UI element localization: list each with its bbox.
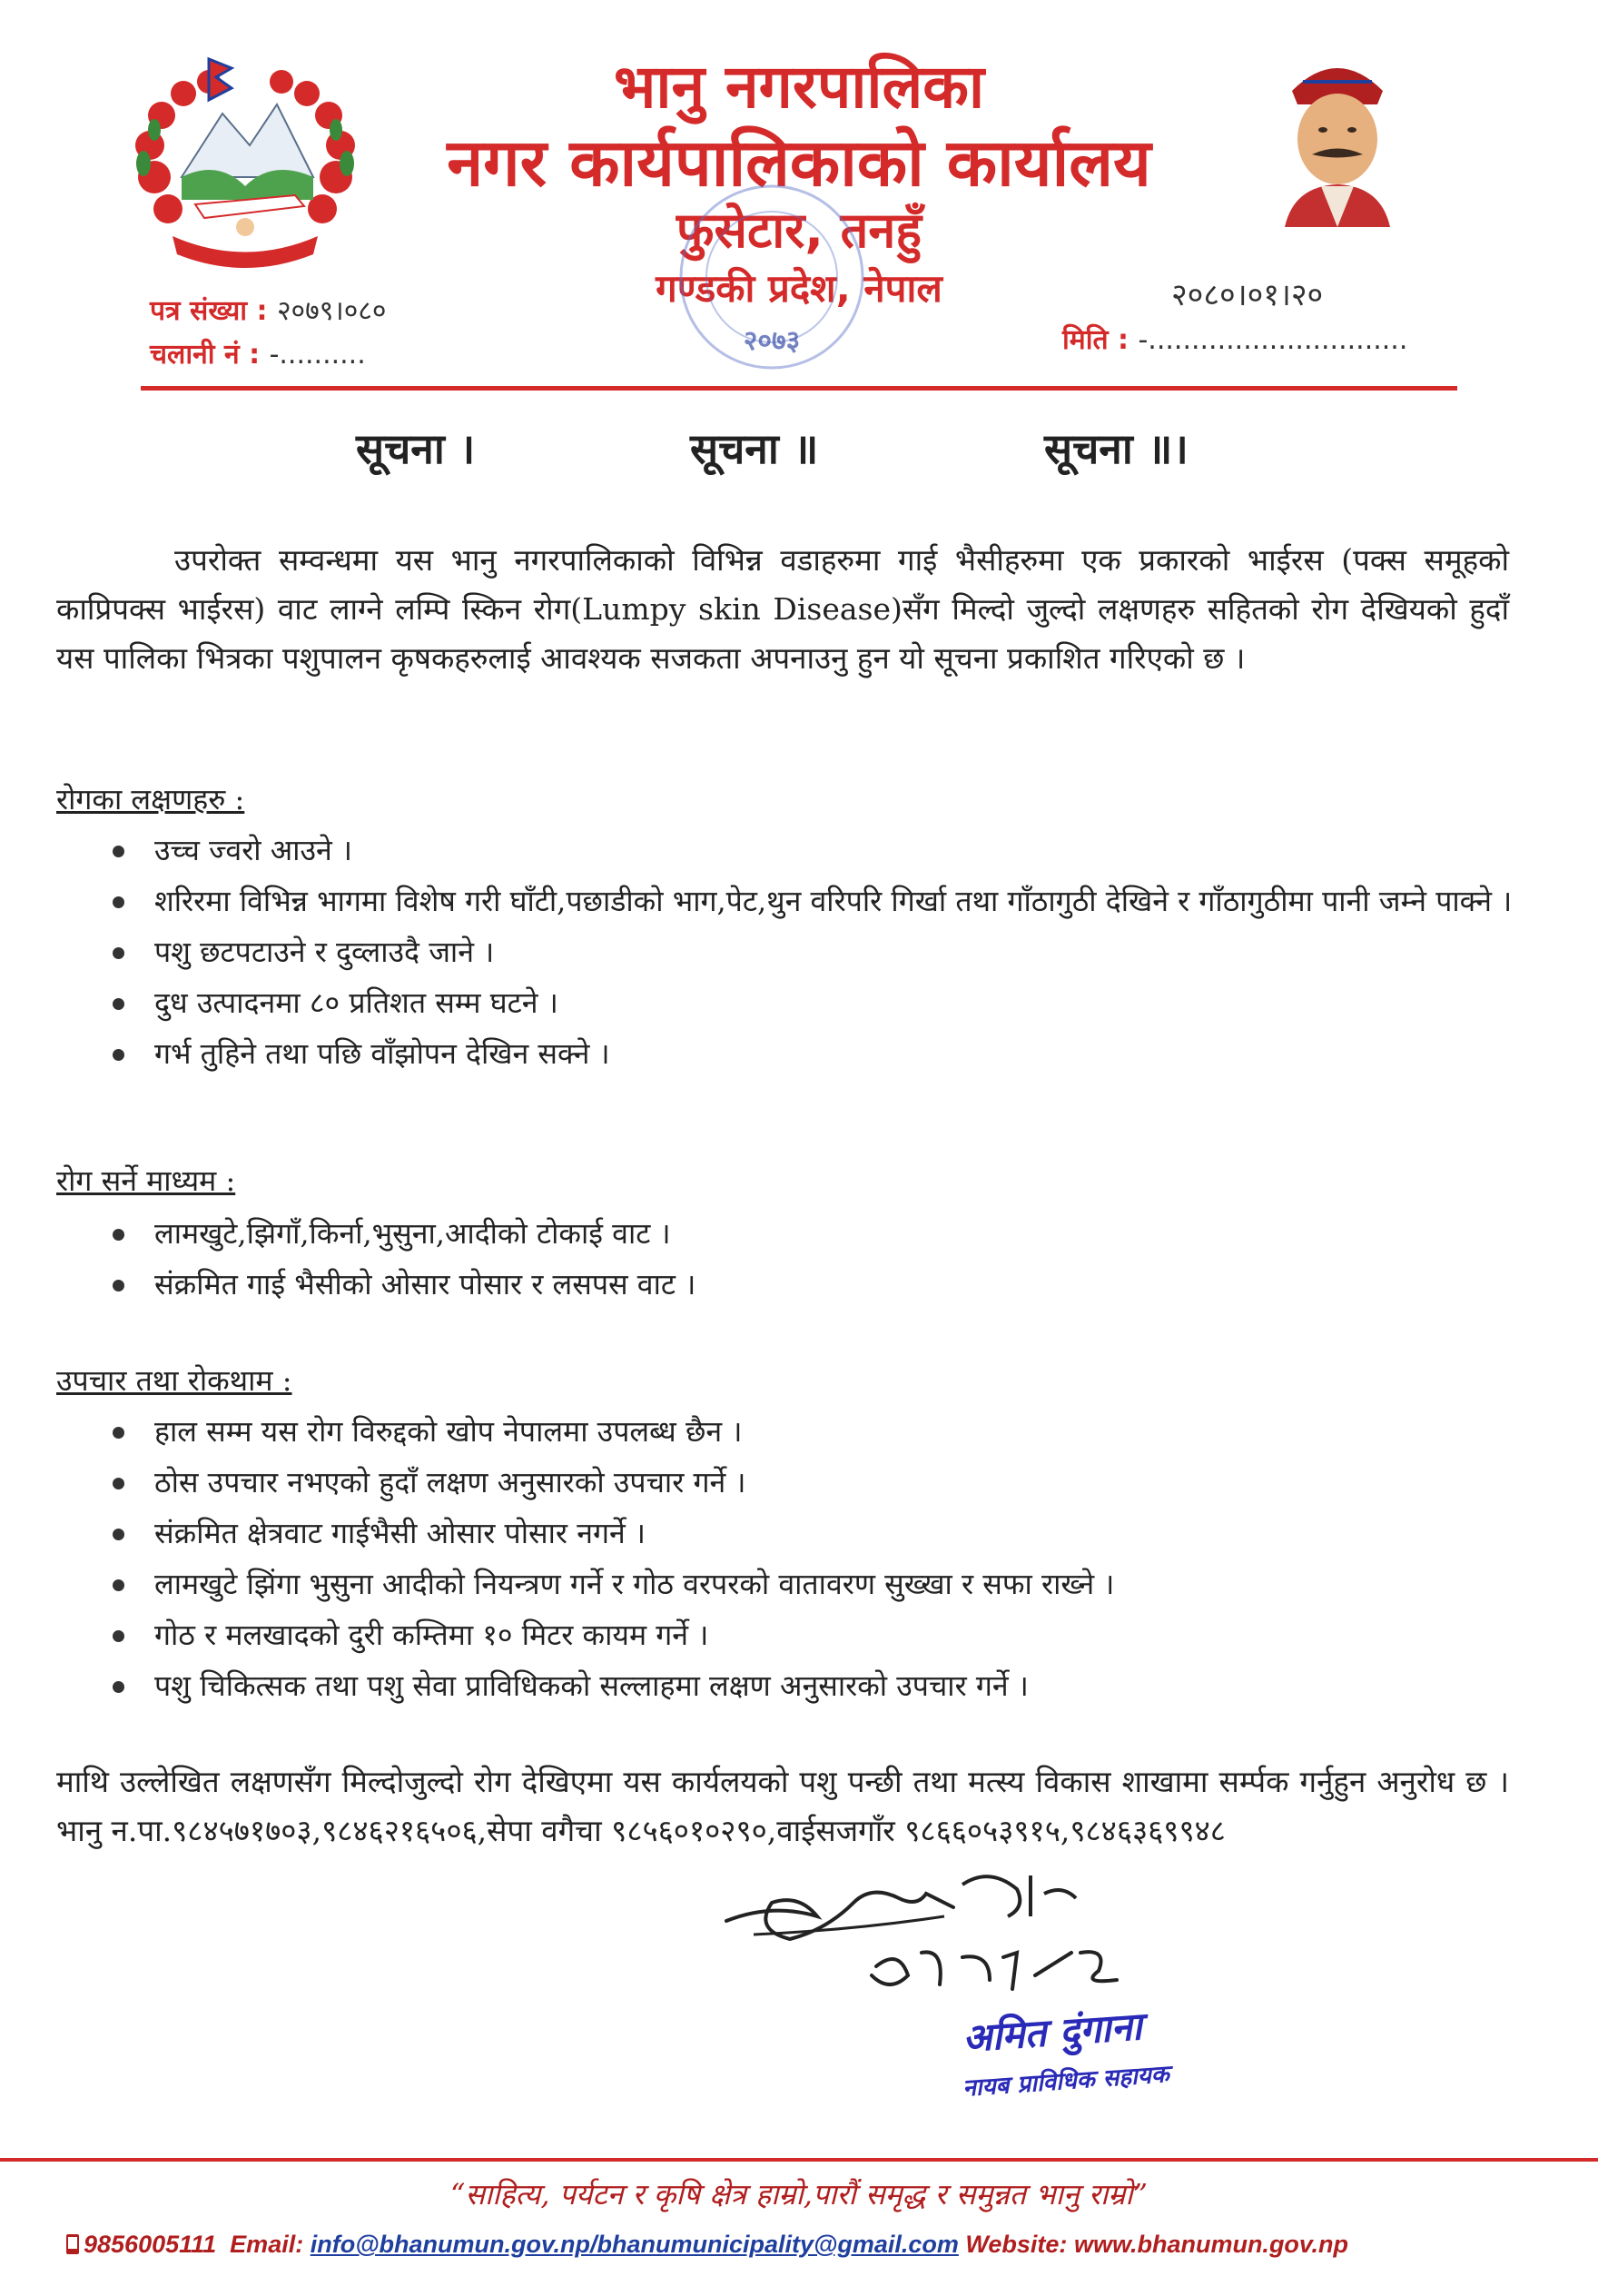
office-name: नगर कार्यपालिकाको कार्यालय <box>447 124 1151 201</box>
org-name: भानु नगरपालिका <box>613 52 985 122</box>
list-item: उच्च ज्वरो आउने । <box>109 826 1516 874</box>
list-item: हाल सम्म यस रोग विरुद्दको खोप नेपालमा उपलब्ध छैन । <box>109 1408 1516 1455</box>
list-item: संक्रमित क्षेत्रवाट गाईभैसी ओसार पोसार नगर्ने । <box>109 1509 1516 1557</box>
list-item: लामखुटे झिंगा भुसुना आदीको नियन्त्रण गर्ने र गोठ वरपरको वातावरण सुख्खा र सफा राख्ने । <box>109 1560 1516 1608</box>
header-divider <box>141 386 1457 391</box>
treatment-heading: उपचार तथा रोकथाम : <box>56 1363 292 1398</box>
footer-contact <box>65 2231 1348 2259</box>
footer-website-link[interactable]: www.bhanumun.gov.np <box>1073 2231 1348 2258</box>
list-item: पशु छटपटाउने र दुव्लाउदै जाने । <box>109 928 1516 975</box>
spread-list <box>109 1210 1516 1311</box>
footer-divider <box>0 2158 1598 2162</box>
list-item: शरिरमा विभिन्न भागमा विशेष गरी घाँटी,पछाडीको भाग,पेट,थुन वरिपरि गिर्खा तथा गाँठागुठी देखिने र गाँठागुठीमा पानी जम्ने पाक्ने । <box>109 877 1516 925</box>
signer-designation: नायब प्राविधिक सहायक <box>962 2061 1170 2103</box>
closing-paragraph: माथि उल्लेखित लक्षणसँग मिल्दोजुल्दो रोग देखिएमा यस कार्यलयको पशु पन्छी तथा मत्स्य विकास शाखामा सर्म्पक गर्नुहुन अनुरोध छ । भानु न.पा.९८४५७१७०३,९८४६२१६५०६,सेपा वगैचा ९८५६०१०२९०,वाईसजगाँर ९८६६०५३९१५,९८४६३६९९४८ <box>56 1764 1509 1848</box>
date-value: -.............................. <box>1138 324 1408 356</box>
letter-number <box>150 291 387 328</box>
footer-motto: “साहित्य, पर्यटन र कृषि क्षेत्र हाम्रो,पारौं समृद्ध र समुन्नत भानु राम्रो” <box>449 2177 1149 2212</box>
list-item: पशु चिकित्सक तथा पशु सेवा प्राविधिकको सल्लाहमा लक्षण अनुसारको उपचार गर्ने । <box>109 1662 1516 1709</box>
footer-email-label: Email: <box>230 2231 304 2258</box>
symptoms-list <box>109 826 1516 1081</box>
list-item: गोठ र मलखादको दुरी कम्तिमा १० मिटर कायम गर्ने । <box>109 1611 1516 1658</box>
dispatch-number <box>150 334 366 371</box>
spread-heading: रोग सर्ने माध्यम : <box>56 1163 236 1198</box>
stamp-year: २०७३ <box>743 325 801 357</box>
notice-title-1: सूचना । <box>356 424 476 473</box>
date-field <box>1062 320 1407 357</box>
list-item: लामखुटे,झिगाँ,किर्ना,भुसुना,आदीको टोकाई वाट । <box>109 1210 1516 1257</box>
handwritten-date: २०८०।०१।२० <box>1171 277 1324 313</box>
phone-icon <box>65 2233 80 2255</box>
symptoms-heading: रोगका लक्षणहरु : <box>56 782 245 816</box>
intro-paragraph: उपरोक्त सम्वन्धमा यस भानु नगरपालिकाको विभिन्न वडाहरुमा गाई भैसीहरुमा एक प्रकारको भाईरस (पक्स समूहको काप्रिपक्स भाईरस) वाट लाग्ने लम्पि स्किन रोग(Lumpy skin Disease)सँग मिल्दो जुल्दो लक्षणहरु सहितको रोग देखियको हुदाँ यस पालिका भित्रका पशुपालन कृषकहरुलाई आवश्यक सजकता अपनाउनु हुन यो सूचना प्रकाशित गरिएको छ । <box>56 542 1509 676</box>
date-label: मिति : <box>1062 324 1139 356</box>
letter-number-value: २०७९।०८० <box>276 295 387 327</box>
treatment-list <box>109 1408 1516 1713</box>
province-country: गण्डकी प्रदेश, नेपाल <box>656 266 942 311</box>
list-item: गर्भ तुहिने तथा पछि वाँझोपन देखिन सक्ने । <box>109 1030 1516 1077</box>
footer-website-label: Website: <box>965 2231 1068 2258</box>
dispatch-number-value: -.......... <box>269 339 366 371</box>
list-item: ठोस उपचार नभएको हुदाँ लक्षण अनुसारको उपचार गर्ने । <box>109 1459 1516 1506</box>
office-address: फुसेटार, तनहुँ <box>676 202 922 259</box>
notice-title-2: सूचना ॥ <box>690 424 819 473</box>
footer-email-link[interactable]: info@bhanumun.gov.np/bhanumunicipality@gmail.com <box>310 2231 959 2258</box>
office-stamp <box>654 168 890 386</box>
footer-phone: 9856005111 <box>84 2231 217 2258</box>
letter-number-label: पत्र संख्या : <box>150 295 277 327</box>
list-item: दुध उत्पादनमा ८० प्रतिशत सम्म घटने । <box>109 979 1516 1026</box>
notice-title-3: सूचना ॥। <box>1044 424 1189 473</box>
dispatch-number-label: चलानी नं : <box>150 339 270 371</box>
list-item: संक्रमित गाई भैसीको ओसार पोसार र लसपस वाट । <box>109 1261 1516 1308</box>
signer-name: अमित दुंगाना <box>961 2004 1144 2061</box>
